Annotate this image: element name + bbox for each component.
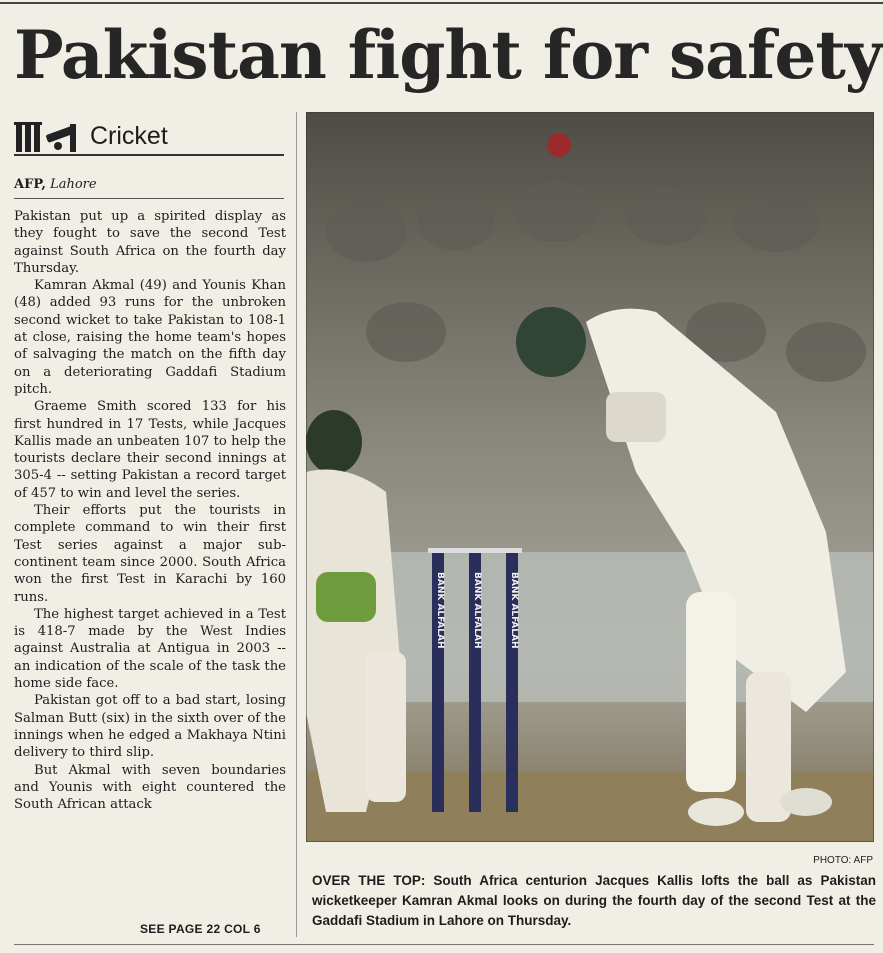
article-paragraph: Graeme Smith scored 133 for his first hundred in 17 Tests, while Jacques Kallis made an unbeaten 107 to help the tourists declare their second innings at 305-4 -- setting Pakistan a record target of 457 to win and level the series. [14, 399, 286, 501]
ball [547, 133, 571, 157]
section-rule [14, 154, 284, 156]
article-body [14, 208, 286, 813]
photo-caption: OVER THE TOP: South Africa centurion Jacques Kallis lofts the ball as Pakistan wicketkeeper Kamran Akmal looks on during the fourth day of the second Test at the Gaddafi Stadium in Lahore on Thursday. [312, 873, 876, 928]
article-paragraph: Their efforts put the tourists in complete command to win their first Test series against a major sub-continent team since 2000. South Africa won the first Test in Karachi by 160 runs. [14, 503, 286, 605]
article-paragraph: Pakistan got off to a bad start, losing Salman Butt (six) in the sixth over of the innings when he edged a Makhaya Ntini delivery to third slip. [14, 693, 286, 761]
section-label: Cricket [90, 122, 168, 150]
byline-location: Lahore [50, 177, 97, 192]
continuation-note: SEE PAGE 22 COL 6 [140, 922, 261, 936]
article-paragraph: Pakistan put up a spirited display as they fought to save the second Test against South Africa on the fourth day Thursday. [14, 209, 286, 276]
byline-agency: AFP, [14, 177, 46, 192]
article-paragraph: But Akmal with seven boundaries and Younis with eight countered the South African attack [14, 762, 286, 813]
byline-rule [14, 198, 284, 199]
match-photo [306, 112, 874, 842]
headline: Pakistan fight for safety [14, 16, 883, 94]
column-rule [296, 112, 297, 937]
cricket-stumps-logo-icon [14, 120, 84, 154]
byline [14, 177, 97, 192]
article-paragraph: Kamran Akmal (49) and Younis Khan (48) added 93 runs for the unbroken second wicket to take Pakistan to 108-1 at close, raising the home team's hopes of salvaging the match on the fifth day on a deteriorating Gaddafi Stadium pitch. [14, 278, 286, 397]
bottom-rule [14, 944, 874, 945]
stump-lettering: BANK ALFALAH [509, 572, 519, 649]
top-rule [0, 2, 883, 4]
article-paragraph: The highest target achieved in a Test is 418-7 made by the West Indies against Australia at Antigua in 2003 -- an indication of the scale of the task the home side face. [14, 606, 286, 692]
stump-lettering: BANK ALFALAH [435, 572, 445, 649]
stump-lettering: BANK ALFALAH [472, 572, 482, 649]
photo-credit: PHOTO: AFP [813, 855, 873, 866]
section-header [14, 118, 284, 156]
